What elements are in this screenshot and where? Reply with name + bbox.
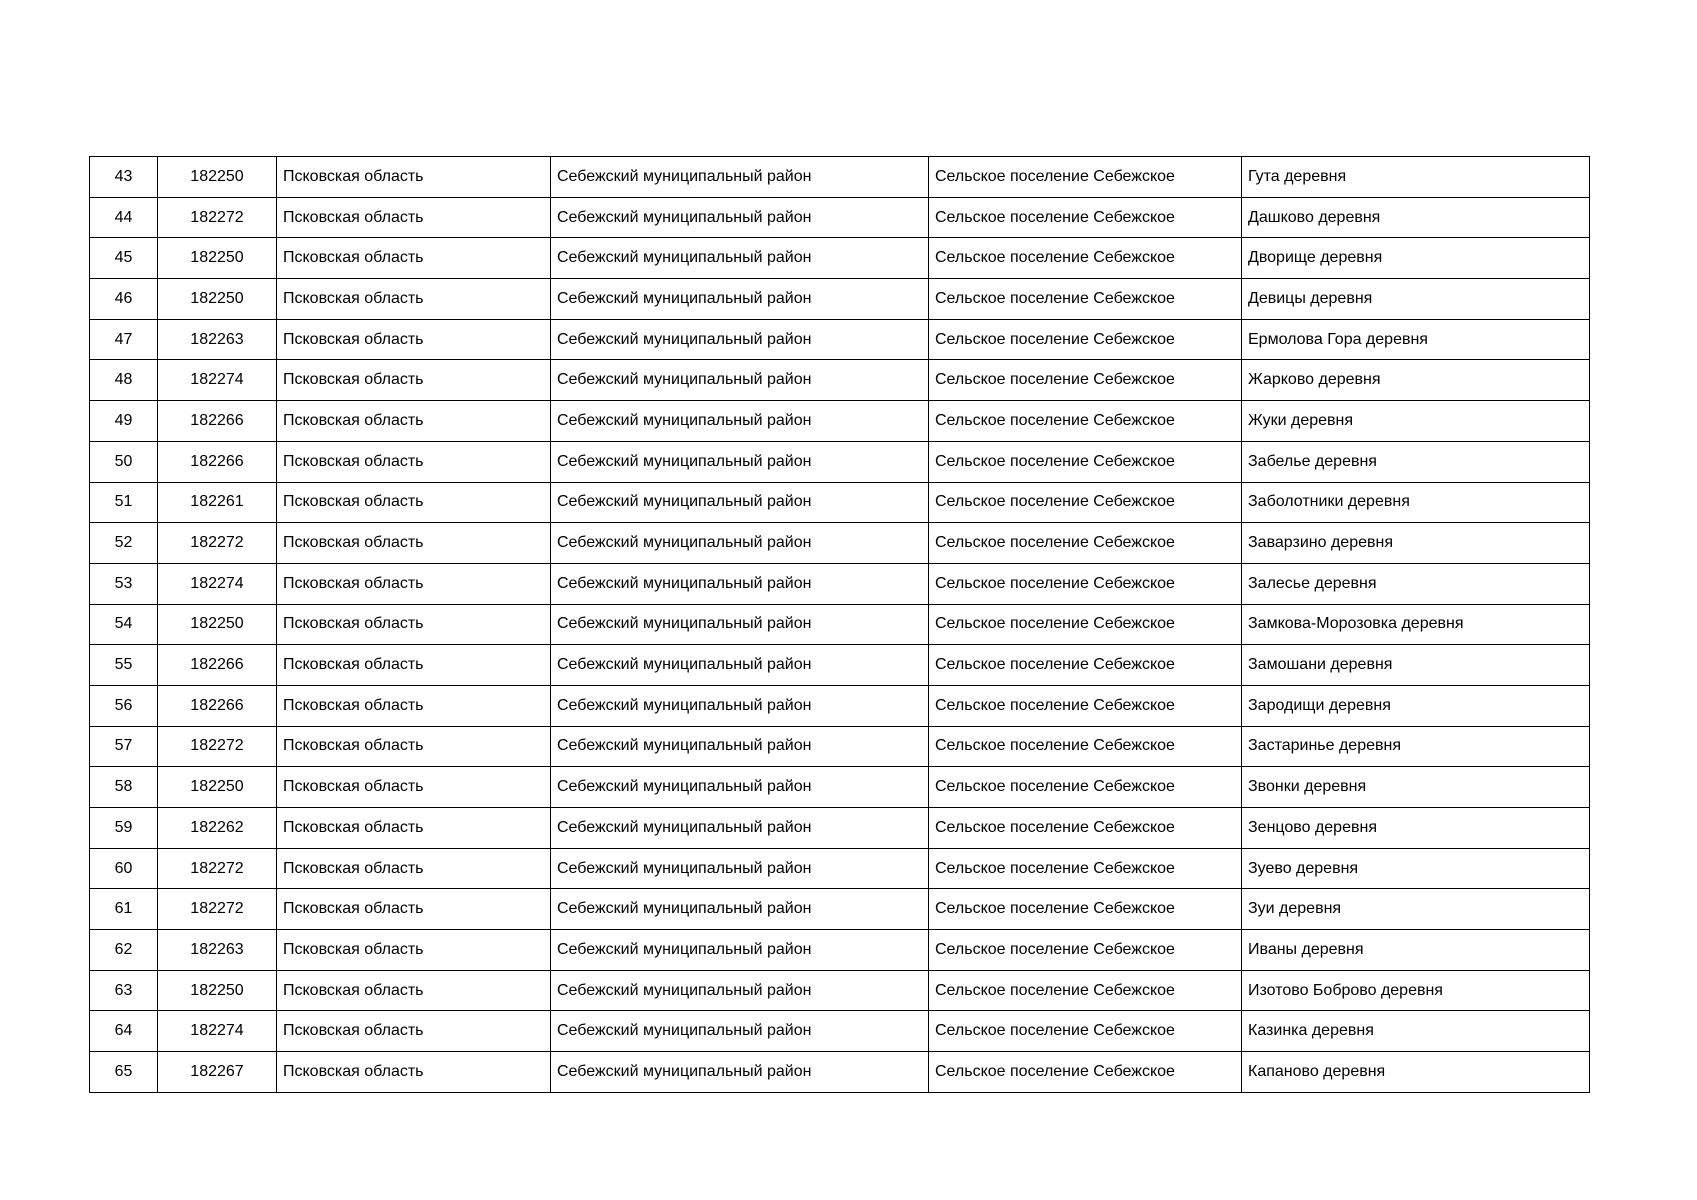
district-cell: Себежский муниципальный район: [551, 157, 929, 198]
region-cell: Псковская область: [277, 279, 551, 320]
locality-cell: Девицы деревня: [1242, 279, 1590, 320]
district-cell: Себежский муниципальный район: [551, 930, 929, 971]
row-number-cell: 43: [90, 157, 158, 198]
region-cell: Псковская область: [277, 401, 551, 442]
locality-cell: Зуево деревня: [1242, 848, 1590, 889]
locality-cell: Жуки деревня: [1242, 401, 1590, 442]
region-cell: Псковская область: [277, 889, 551, 930]
row-number-cell: 44: [90, 197, 158, 238]
row-number-cell: 48: [90, 360, 158, 401]
postcode-cell: 182274: [158, 1011, 277, 1052]
table-row: [90, 482, 1590, 523]
region-cell: Псковская область: [277, 848, 551, 889]
locality-cell: Жарково деревня: [1242, 360, 1590, 401]
table-row: [90, 848, 1590, 889]
region-cell: Псковская область: [277, 604, 551, 645]
settlement-cell: Сельское поселение Себежское: [929, 197, 1242, 238]
table-row: [90, 767, 1590, 808]
row-number-cell: 50: [90, 441, 158, 482]
postcode-cell: 182274: [158, 360, 277, 401]
table-row: [90, 970, 1590, 1011]
postcode-cell: 182272: [158, 889, 277, 930]
settlement-cell: Сельское поселение Себежское: [929, 767, 1242, 808]
district-cell: Себежский муниципальный район: [551, 808, 929, 849]
locality-cell: Ермолова Гора деревня: [1242, 319, 1590, 360]
row-number-cell: 45: [90, 238, 158, 279]
settlement-cell: Сельское поселение Себежское: [929, 1052, 1242, 1093]
table-row: [90, 930, 1590, 971]
region-cell: Псковская область: [277, 808, 551, 849]
locality-cell: Казинка деревня: [1242, 1011, 1590, 1052]
postcode-cell: 182272: [158, 726, 277, 767]
district-cell: Себежский муниципальный район: [551, 604, 929, 645]
postcode-cell: 182274: [158, 563, 277, 604]
district-cell: Себежский муниципальный район: [551, 970, 929, 1011]
settlement-cell: Сельское поселение Себежское: [929, 808, 1242, 849]
row-number-cell: 53: [90, 563, 158, 604]
table-row: [90, 523, 1590, 564]
postcode-cell: 182267: [158, 1052, 277, 1093]
region-cell: Псковская область: [277, 930, 551, 971]
locality-cell: Застаринье деревня: [1242, 726, 1590, 767]
table-row: [90, 604, 1590, 645]
settlement-cell: Сельское поселение Себежское: [929, 238, 1242, 279]
region-cell: Псковская область: [277, 685, 551, 726]
row-number-cell: 52: [90, 523, 158, 564]
locality-cell: Заварзино деревня: [1242, 523, 1590, 564]
table-row: [90, 563, 1590, 604]
district-cell: Себежский муниципальный район: [551, 563, 929, 604]
row-number-cell: 62: [90, 930, 158, 971]
settlement-cell: Сельское поселение Себежское: [929, 1011, 1242, 1052]
table-row: [90, 726, 1590, 767]
row-number-cell: 56: [90, 685, 158, 726]
table-body: [90, 157, 1590, 1093]
settlement-cell: Сельское поселение Себежское: [929, 604, 1242, 645]
region-cell: Псковская область: [277, 970, 551, 1011]
region-cell: Псковская область: [277, 726, 551, 767]
settlement-cell: Сельское поселение Себежское: [929, 441, 1242, 482]
row-number-cell: 59: [90, 808, 158, 849]
settlements-table: [89, 156, 1590, 1093]
district-cell: Себежский муниципальный район: [551, 645, 929, 686]
locality-cell: Зенцово деревня: [1242, 808, 1590, 849]
district-cell: Себежский муниципальный район: [551, 482, 929, 523]
postcode-cell: 182261: [158, 482, 277, 523]
table-row: [90, 401, 1590, 442]
postcode-cell: 182272: [158, 197, 277, 238]
settlement-cell: Сельское поселение Себежское: [929, 645, 1242, 686]
postcode-cell: 182266: [158, 441, 277, 482]
postcode-cell: 182263: [158, 319, 277, 360]
row-number-cell: 47: [90, 319, 158, 360]
locality-cell: Залесье деревня: [1242, 563, 1590, 604]
district-cell: Себежский муниципальный район: [551, 360, 929, 401]
row-number-cell: 46: [90, 279, 158, 320]
locality-cell: Зародищи деревня: [1242, 685, 1590, 726]
postcode-cell: 182272: [158, 523, 277, 564]
row-number-cell: 63: [90, 970, 158, 1011]
settlement-cell: Сельское поселение Себежское: [929, 848, 1242, 889]
row-number-cell: 60: [90, 848, 158, 889]
district-cell: Себежский муниципальный район: [551, 1011, 929, 1052]
district-cell: Себежский муниципальный район: [551, 889, 929, 930]
district-cell: Себежский муниципальный район: [551, 441, 929, 482]
locality-cell: Гута деревня: [1242, 157, 1590, 198]
postcode-cell: 182262: [158, 808, 277, 849]
locality-cell: Замкова-Морозовка деревня: [1242, 604, 1590, 645]
settlement-cell: Сельское поселение Себежское: [929, 482, 1242, 523]
locality-cell: Изотово Боброво деревня: [1242, 970, 1590, 1011]
table-row: [90, 238, 1590, 279]
postcode-cell: 182250: [158, 970, 277, 1011]
settlement-cell: Сельское поселение Себежское: [929, 889, 1242, 930]
row-number-cell: 61: [90, 889, 158, 930]
locality-cell: Заболотники деревня: [1242, 482, 1590, 523]
settlement-cell: Сельское поселение Себежское: [929, 523, 1242, 564]
district-cell: Себежский муниципальный район: [551, 848, 929, 889]
district-cell: Себежский муниципальный район: [551, 319, 929, 360]
region-cell: Псковская область: [277, 563, 551, 604]
district-cell: Себежский муниципальный район: [551, 197, 929, 238]
row-number-cell: 55: [90, 645, 158, 686]
table-row: [90, 197, 1590, 238]
settlement-cell: Сельское поселение Себежское: [929, 930, 1242, 971]
locality-cell: Забелье деревня: [1242, 441, 1590, 482]
region-cell: Псковская область: [277, 238, 551, 279]
table-row: [90, 1011, 1590, 1052]
district-cell: Себежский муниципальный район: [551, 726, 929, 767]
table-row: [90, 1052, 1590, 1093]
row-number-cell: 64: [90, 1011, 158, 1052]
locality-cell: Иваны деревня: [1242, 930, 1590, 971]
postcode-cell: 182272: [158, 848, 277, 889]
table-row: [90, 279, 1590, 320]
region-cell: Псковская область: [277, 1011, 551, 1052]
table-row: [90, 360, 1590, 401]
locality-cell: Капаново деревня: [1242, 1052, 1590, 1093]
table-row: [90, 645, 1590, 686]
settlement-cell: Сельское поселение Себежское: [929, 726, 1242, 767]
row-number-cell: 54: [90, 604, 158, 645]
settlement-cell: Сельское поселение Себежское: [929, 563, 1242, 604]
district-cell: Себежский муниципальный район: [551, 767, 929, 808]
row-number-cell: 51: [90, 482, 158, 523]
settlement-cell: Сельское поселение Себежское: [929, 279, 1242, 320]
district-cell: Себежский муниципальный район: [551, 279, 929, 320]
district-cell: Себежский муниципальный район: [551, 523, 929, 564]
table-row: [90, 441, 1590, 482]
row-number-cell: 65: [90, 1052, 158, 1093]
row-number-cell: 58: [90, 767, 158, 808]
settlement-cell: Сельское поселение Себежское: [929, 319, 1242, 360]
postcode-cell: 182250: [158, 238, 277, 279]
region-cell: Псковская область: [277, 157, 551, 198]
table-row: [90, 319, 1590, 360]
region-cell: Псковская область: [277, 767, 551, 808]
settlement-cell: Сельское поселение Себежское: [929, 401, 1242, 442]
postcode-cell: 182263: [158, 930, 277, 971]
locality-cell: Замошани деревня: [1242, 645, 1590, 686]
locality-cell: Дашково деревня: [1242, 197, 1590, 238]
region-cell: Псковская область: [277, 360, 551, 401]
region-cell: Псковская область: [277, 319, 551, 360]
postcode-cell: 182250: [158, 604, 277, 645]
region-cell: Псковская область: [277, 482, 551, 523]
table-row: [90, 808, 1590, 849]
locality-cell: Звонки деревня: [1242, 767, 1590, 808]
region-cell: Псковская область: [277, 1052, 551, 1093]
settlement-cell: Сельское поселение Себежское: [929, 360, 1242, 401]
row-number-cell: 57: [90, 726, 158, 767]
row-number-cell: 49: [90, 401, 158, 442]
district-cell: Себежский муниципальный район: [551, 685, 929, 726]
region-cell: Псковская область: [277, 645, 551, 686]
table-row: [90, 889, 1590, 930]
postcode-cell: 182266: [158, 645, 277, 686]
postcode-cell: 182266: [158, 401, 277, 442]
settlement-cell: Сельское поселение Себежское: [929, 685, 1242, 726]
district-cell: Себежский муниципальный район: [551, 238, 929, 279]
settlement-cell: Сельское поселение Себежское: [929, 157, 1242, 198]
settlement-cell: Сельское поселение Себежское: [929, 970, 1242, 1011]
district-cell: Себежский муниципальный район: [551, 1052, 929, 1093]
table-row: [90, 685, 1590, 726]
district-cell: Себежский муниципальный район: [551, 401, 929, 442]
postcode-cell: 182250: [158, 767, 277, 808]
region-cell: Псковская область: [277, 523, 551, 564]
table-row: [90, 157, 1590, 198]
postcode-cell: 182266: [158, 685, 277, 726]
locality-cell: Дворище деревня: [1242, 238, 1590, 279]
region-cell: Псковская область: [277, 197, 551, 238]
postcode-cell: 182250: [158, 279, 277, 320]
locality-cell: Зуи деревня: [1242, 889, 1590, 930]
region-cell: Псковская область: [277, 441, 551, 482]
postcode-cell: 182250: [158, 157, 277, 198]
